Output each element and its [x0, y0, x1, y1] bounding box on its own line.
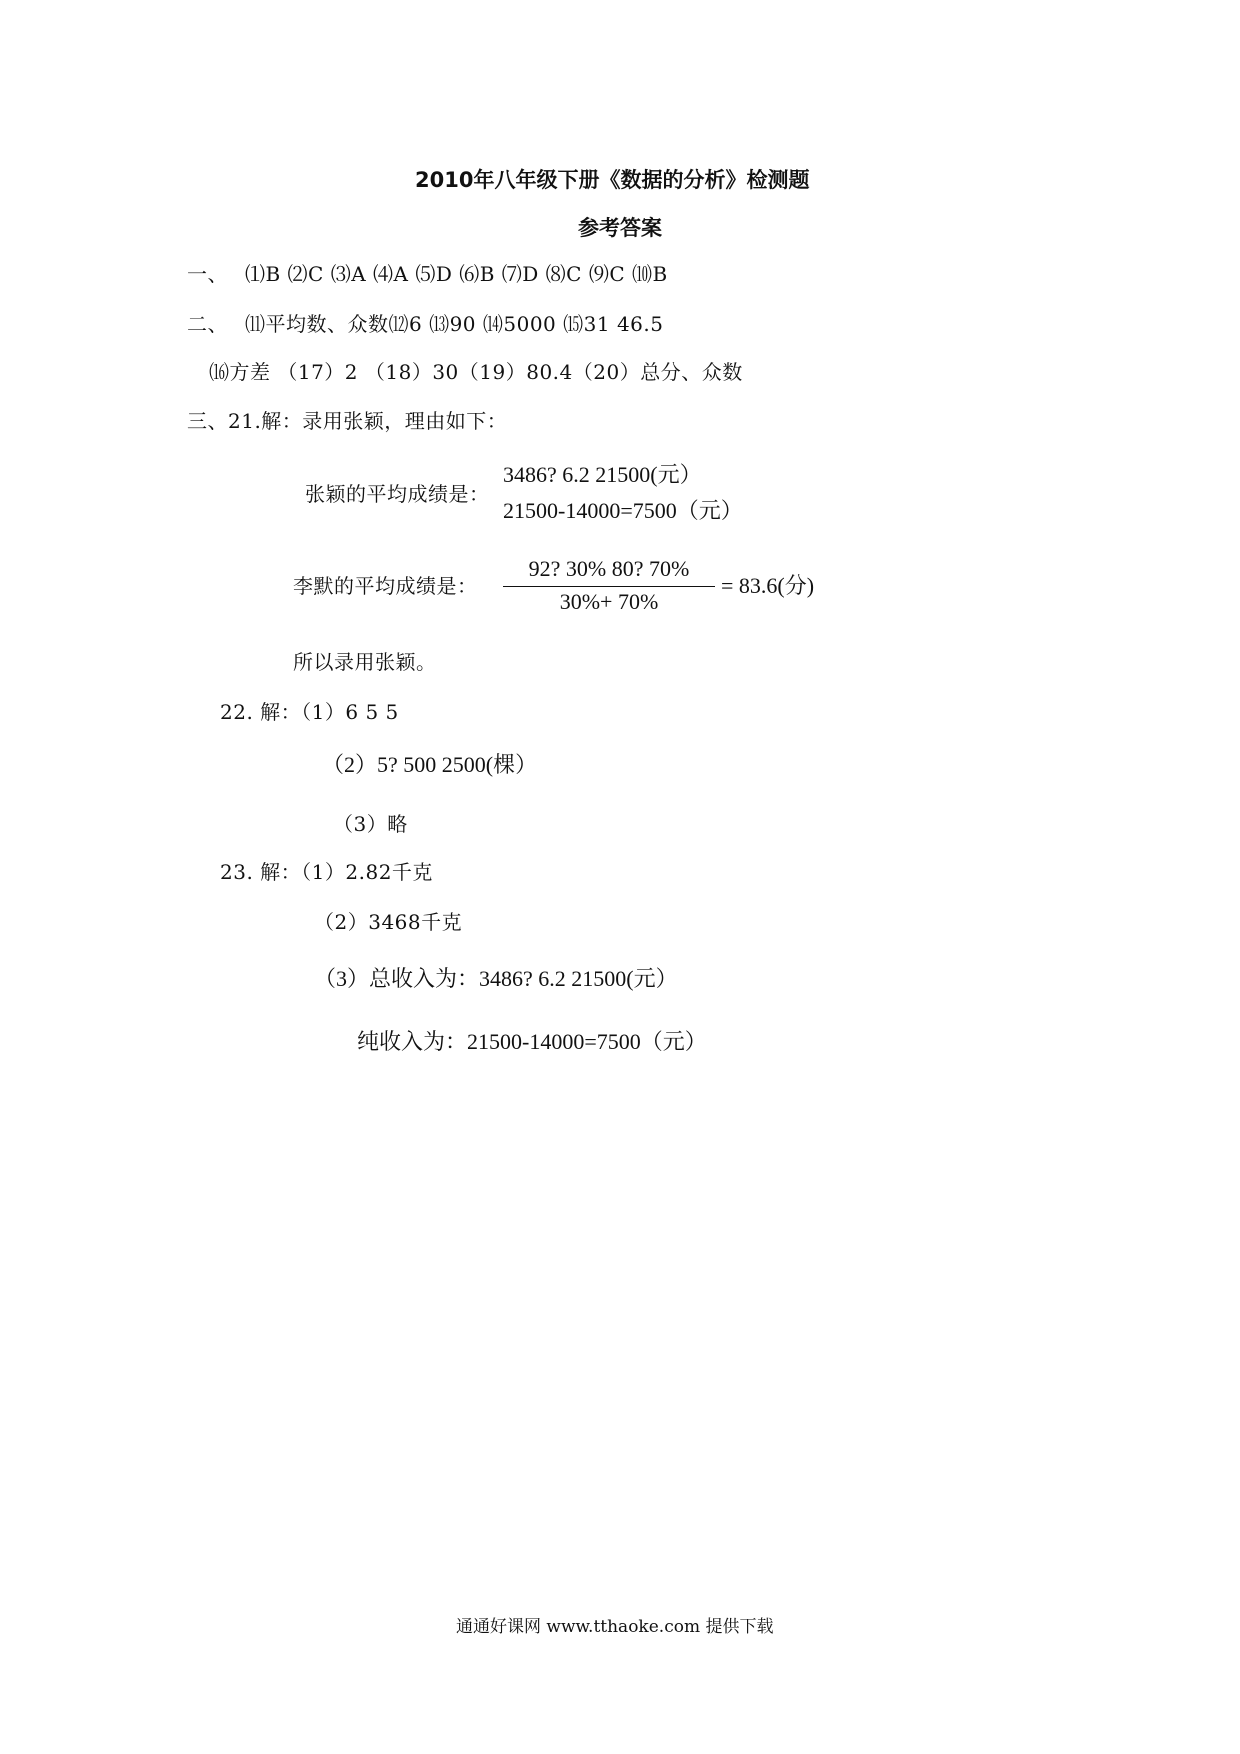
footer-text: 通通好课网 www.tthaoke.com 提供下载 — [456, 1617, 774, 1637]
li-numerator: 92? 30% 80? 70% — [528, 556, 690, 581]
li-denominator: 30%+ 70% — [559, 589, 659, 614]
fraction-bar — [503, 586, 715, 587]
section2-line1: ⑾平均数、众数⑿6 ⒀90 ⒁5000 ⒂31 46.5 — [245, 312, 664, 336]
q21-conclusion: 所以录用张颖。 — [293, 650, 437, 674]
q22-part2: （2）5? 500 2500(棵） — [322, 752, 538, 777]
section2-line2: ⒃方差 （17）2 （18）30（19）80.4（20）总分、众数 — [209, 360, 743, 384]
document-title: 2010年八年级下册《数据的分析》检测题 — [415, 168, 810, 192]
q22-part3: （3）略 — [333, 812, 408, 836]
q23-part3b: 纯收入为：21500-14000=7500（元） — [357, 1029, 707, 1054]
q21-header: 三、21.解：录用张颖，理由如下： — [187, 409, 508, 433]
li-result: = 83.6(分) — [721, 573, 815, 598]
document-subtitle: 参考答案 — [578, 216, 662, 240]
q22-header: 22. 解：（1）6 5 5 — [220, 700, 399, 724]
zhang-label: 张颖的平均成绩是： — [305, 482, 490, 506]
q23-part2: （2）3468千克 — [314, 910, 463, 934]
section1-answers: ⑴B ⑵C ⑶A ⑷A ⑸D ⑹B ⑺D ⑻C ⑼C ⑽B — [245, 262, 668, 286]
li-fraction — [503, 556, 715, 615]
q23-part3: （3）总收入为：3486? 6.2 21500(元） — [314, 966, 678, 991]
zhang-line1: 3486? 6.2 21500(元） — [503, 462, 702, 487]
section2-label: 二、 — [187, 312, 228, 336]
li-label: 李默的平均成绩是： — [293, 574, 478, 598]
q23-header: 23. 解：（1）2.82千克 — [220, 860, 433, 884]
zhang-line2: 21500-14000=7500（元） — [503, 498, 743, 523]
section1-label: 一、 — [187, 262, 228, 286]
